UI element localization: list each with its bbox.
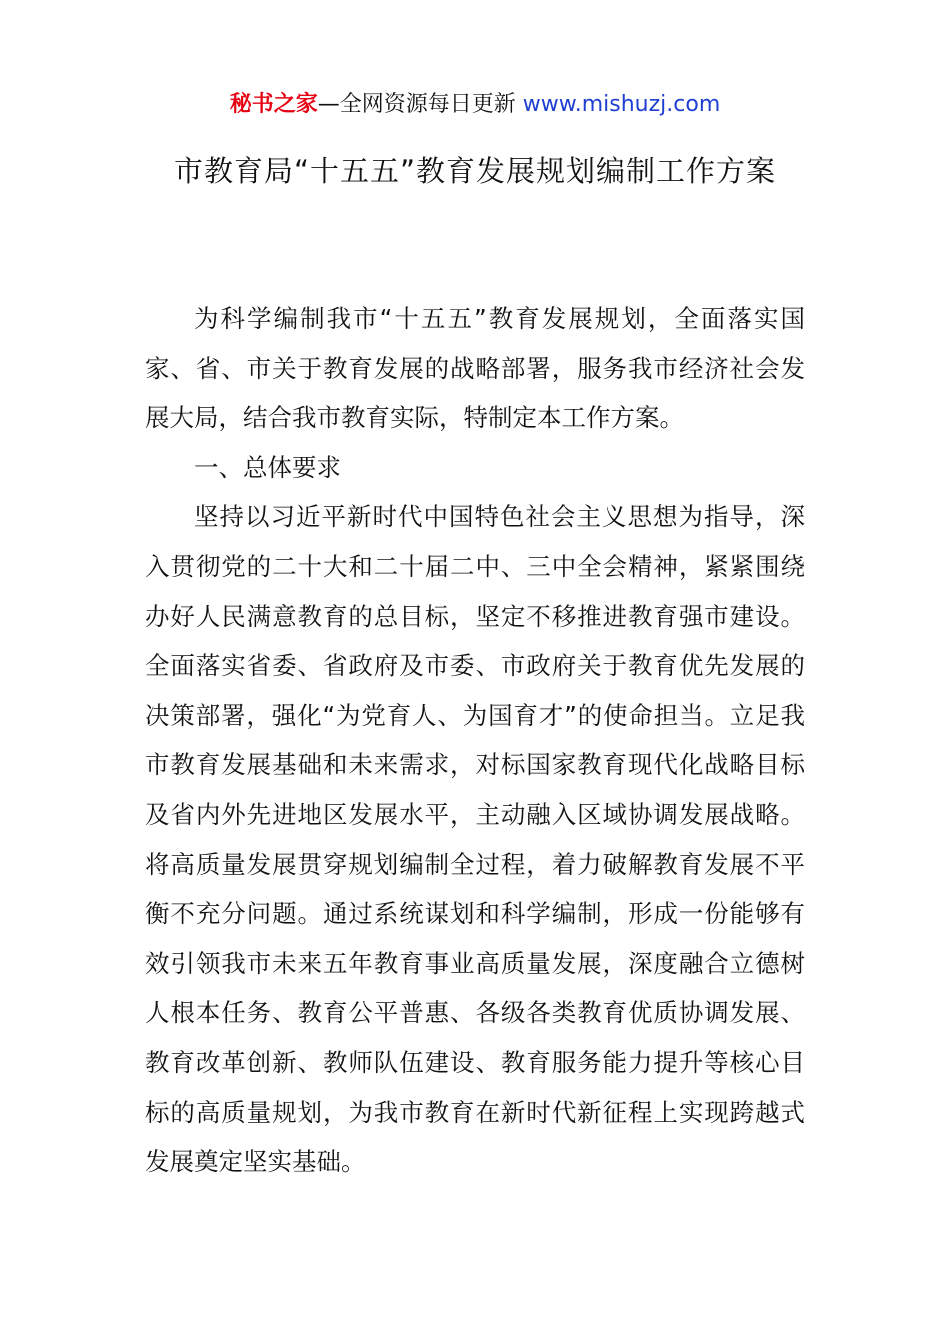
section-heading-general-requirements: 一、总体要求 — [194, 452, 341, 482]
general-requirements-paragraph: 坚持以习近平新时代中国特色社会主义思想为指导，深入贯彻党的二十大和二十届二中、三中全会精神，紧紧围绕办好人民满意教育的总目标，坚定不移推进教育强市建设。全面落实省委、省政府及市委、市政府关于教育优先发展的决策部署，强化“为党育人、为国育才”的使命担当。立足我市教育发展基础和未来需求，对标国家教育现代化战略目标及省内外先进地区发展水平，主动融入区域协调发展战略。将高质量发展贯穿规划编制全过程，着力破解教育发展不平衡不充分问题。通过系统谋划和科学编制，形成一份能够有效引领我市未来五年教育事业高质量发展，深度融合立德树人根本任务、教育公平普惠、各级各类教育优质协调发展、教育改革创新、教师队伍建设、教育服务能力提升等核心目标的高质量规划，为我市教育在新时代新征程上实现跨越式发展奠定坚实基础。 — [145, 502, 805, 1177]
brand-name: 秘书之家 — [229, 92, 318, 117]
document-body — [145, 294, 805, 1187]
header-tagline: —全网资源每日更新 — [317, 92, 516, 117]
intro-paragraph: 为科学编制我市“十五五”教育发展规划，全面落实国家、省、市关于教育发展的战略部署，服务我市经济社会发展大局，结合我市教育实际，特制定本工作方案。 — [145, 304, 805, 433]
header-banner — [0, 88, 950, 122]
document-title: 市教育局“十五五”教育发展规划编制工作方案 — [173, 154, 777, 188]
site-url-link[interactable]: www.mishuzj.com — [522, 92, 721, 117]
